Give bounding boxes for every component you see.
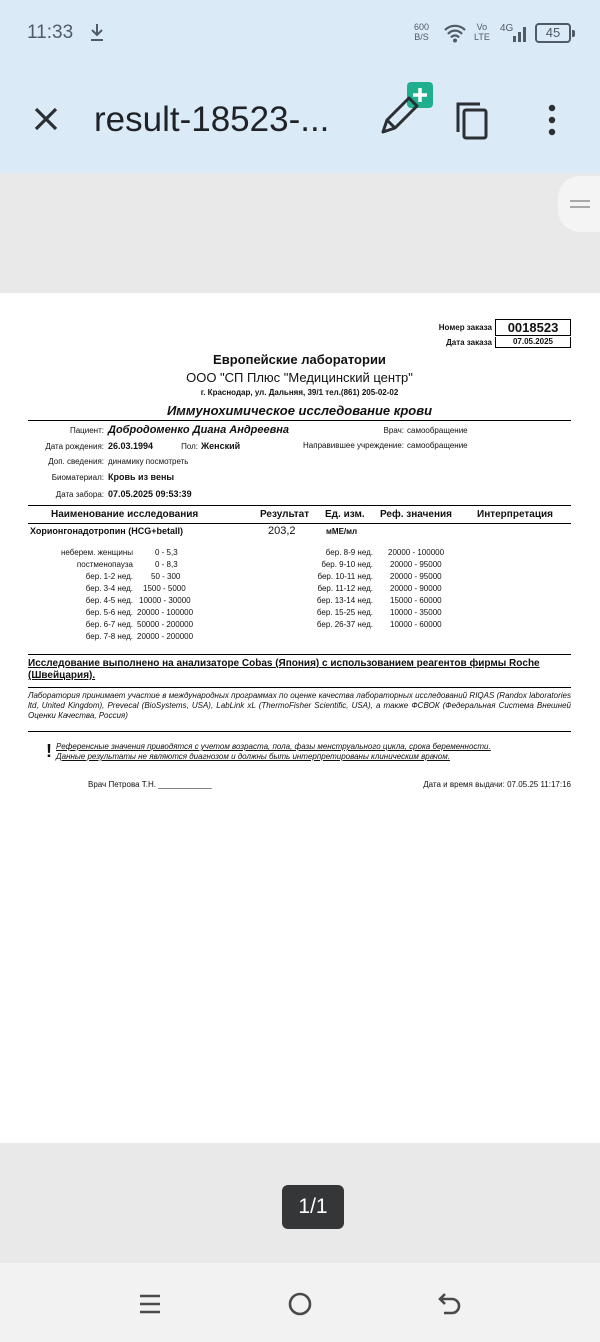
warning-text: Референсные значения приводятся с учетом возраста, пола, фазы менструального цикла, срока беременности. Данные результаты не являются диагнозом и должны быть интерпретированы клиническим врачом. xyxy=(56,742,491,761)
ref-label: бер. 6-7 нед. xyxy=(85,620,133,629)
collect-date-value: 07.05.2025 09:53:39 xyxy=(108,489,192,499)
home-icon[interactable] xyxy=(286,1290,314,1318)
ref-label: бер. 26-37 нед. xyxy=(316,620,373,629)
copy-icon[interactable] xyxy=(452,100,492,140)
lab-name: Европейские лаборатории xyxy=(213,352,386,367)
more-options-icon[interactable] xyxy=(540,102,564,138)
sex-label: Пол: xyxy=(181,442,198,451)
col-result-header: Результат xyxy=(260,509,310,520)
wifi-icon xyxy=(443,23,467,43)
warning-mark: ! xyxy=(46,741,52,761)
edit-pencil-icon[interactable] xyxy=(373,80,435,142)
ref-range: 50000 - 200000 xyxy=(137,620,194,629)
ref-label: бер. 1-2 нед. xyxy=(85,572,133,581)
ref-label: бер. 5-6 нед. xyxy=(85,608,133,617)
divider xyxy=(28,687,571,688)
col-ref-header: Реф. значения xyxy=(380,509,453,520)
doctor-value: самообращение xyxy=(407,426,468,435)
divider xyxy=(28,731,571,732)
analyzer-note: Исследование выполнено на анализаторе Cobas (Япония) с использованием реагентов фирмы Roche (Швейцария). xyxy=(28,658,540,681)
ref-range: 10000 - 30000 xyxy=(139,596,191,605)
ref-label: неберем. женщины xyxy=(61,548,133,557)
patient-label: Пациент: xyxy=(69,426,104,435)
col-name-header: Наименование исследования xyxy=(51,509,199,520)
recent-apps-icon[interactable] xyxy=(136,1290,164,1318)
ref-range: 10000 - 60000 xyxy=(390,620,442,629)
network-type-label: 4G xyxy=(500,23,514,34)
scroll-handle[interactable] xyxy=(558,176,600,232)
ref-range: 0 - 8,3 xyxy=(155,560,178,569)
ref-range: 15000 - 60000 xyxy=(390,596,442,605)
ref-range: 10000 - 35000 xyxy=(390,608,442,617)
ref-label: бер. 8-9 нед. xyxy=(325,548,373,557)
ref-label: бер. 3-4 нед. xyxy=(85,584,133,593)
ref-range: 20000 - 95000 xyxy=(390,560,442,569)
signal-icon xyxy=(500,20,530,44)
test-result: 203,2 xyxy=(268,525,296,537)
doctor-signature: Врач Петрова Т.Н. ____________ xyxy=(88,780,212,789)
test-unit: мМЕ/мл xyxy=(326,527,358,536)
table-top-rule xyxy=(28,505,571,506)
ref-label: постменопауза xyxy=(76,560,133,569)
ref-label: бер. 15-25 нед. xyxy=(316,608,373,617)
company-name: ООО "СП Плюс "Медицинский центр" xyxy=(186,370,413,385)
ref-range: 1500 - 5000 xyxy=(143,584,186,593)
order-number-label: Номер заказа xyxy=(438,323,492,332)
back-icon[interactable] xyxy=(436,1290,464,1318)
ref-label: бер. 4-5 нед. xyxy=(85,596,133,605)
dob-label: Дата рождения: xyxy=(45,442,104,451)
network-speed: 600 B/S xyxy=(414,22,430,42)
referrer-label: Направившее учреждение: xyxy=(303,441,404,450)
ref-range: 20000 - 200000 xyxy=(137,632,194,641)
download-icon xyxy=(90,22,104,42)
ref-label: бер. 9-10 нед. xyxy=(321,560,373,569)
ref-range: 20000 - 95000 xyxy=(390,572,442,581)
collect-date-label: Дата забора: xyxy=(55,490,104,499)
table-header-rule xyxy=(28,523,571,524)
sex-value: Женский xyxy=(201,441,241,451)
test-name: Хорионгонадотропин (HCG+betaII) xyxy=(30,526,183,536)
ref-label: бер. 7-8 нед. xyxy=(85,632,133,641)
order-number: 0018523 xyxy=(495,319,571,336)
drag-lines-icon xyxy=(570,200,590,202)
ref-range: 20000 - 100000 xyxy=(137,608,194,617)
divider xyxy=(28,654,571,655)
col-interp-header: Интерпретация xyxy=(477,509,553,520)
referrer-value: самообращение xyxy=(407,441,468,450)
doctor-label: Врач: xyxy=(383,426,404,435)
volte-indicator: Vo LTE xyxy=(474,22,490,42)
issue-datetime: Дата и время выдачи: 07.05.25 11:17:16 xyxy=(423,780,571,789)
ref-range: 0 - 5,3 xyxy=(155,548,178,557)
ref-range: 50 - 300 xyxy=(151,572,181,581)
pdf-page xyxy=(0,293,600,1143)
study-title: Иммунохимическое исследование крови xyxy=(166,403,433,418)
biomaterial-label: Биоматериал: xyxy=(51,473,104,482)
order-date: 07.05.2025 xyxy=(495,337,571,348)
status-bar xyxy=(0,0,600,70)
battery-level: 45 xyxy=(545,25,561,40)
divider xyxy=(28,420,571,421)
ref-label: бер. 11-12 нед. xyxy=(317,584,373,593)
lab-address: г. Краснодар, ул. Дальняя, 39/1 тел.(861) 205-02-02 xyxy=(200,388,399,397)
biomaterial-value: Кровь из вены xyxy=(108,472,175,482)
page-indicator: 1/1 xyxy=(282,1185,344,1229)
battery-icon xyxy=(535,23,571,43)
system-nav-bar xyxy=(0,1263,600,1342)
ref-label: бер. 13-14 нед. xyxy=(316,596,373,605)
ref-label: бер. 10-11 нед. xyxy=(317,572,373,581)
app-bar xyxy=(0,70,600,173)
document-title: result-18523-... xyxy=(94,100,330,139)
extra-label: Доп. сведения: xyxy=(48,457,104,466)
col-unit-header: Ед. изм. xyxy=(325,509,365,520)
patient-name: Добродоменко Диана Андреевна xyxy=(108,424,290,436)
dob-value: 26.03.1994 xyxy=(108,441,154,451)
close-icon[interactable] xyxy=(30,103,62,135)
quality-note: Лаборатория принимает участие в международных программах по оценке качества лабораторных исследований RIQAS (Randox laboratories ltd, United Kingdom), Prevecal (BioSystems, USA), LabLink xL (ThermoFisher Scientific, USA), а также ФСВОК (Федеральная Система Внешней Оценки Качества, Россия) xyxy=(28,691,571,720)
clock: 11:33 xyxy=(27,22,74,43)
ref-range: 20000 - 90000 xyxy=(390,584,442,593)
ref-range: 20000 - 100000 xyxy=(388,548,445,557)
order-date-label: Дата заказа xyxy=(446,338,492,347)
extra-value: динамику посмотреть xyxy=(108,457,189,466)
order-box xyxy=(439,322,571,348)
